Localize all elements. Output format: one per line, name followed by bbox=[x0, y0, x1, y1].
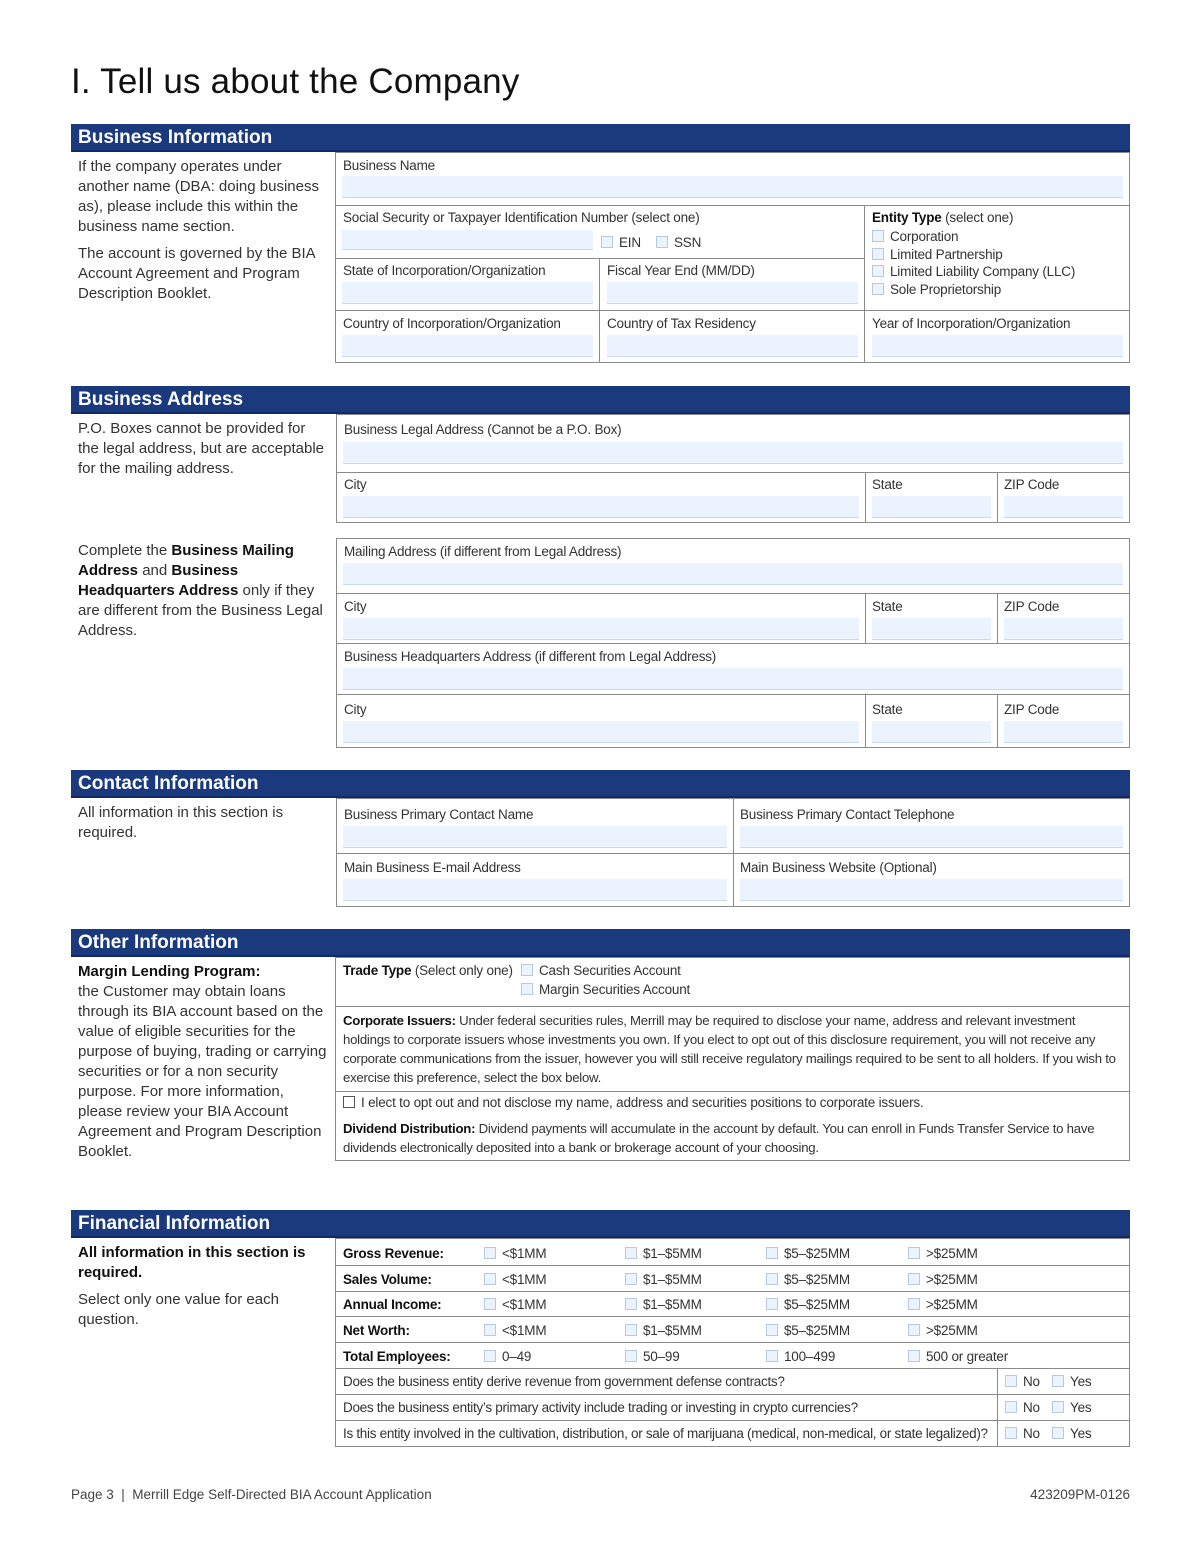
ssn-tin-label: Social Security or Taxpayer Identification Number (select one) bbox=[343, 210, 700, 225]
website-field[interactable] bbox=[740, 879, 1123, 901]
divider bbox=[997, 472, 998, 523]
business-information-note-1: If the company operates under another name (DBA: doing business as), please include this within the business name section. bbox=[78, 158, 319, 235]
checkbox[interactable] bbox=[625, 1324, 637, 1336]
sales-volume-option[interactable] bbox=[766, 1272, 850, 1287]
legal-state-label: State bbox=[872, 477, 903, 492]
divider bbox=[336, 258, 864, 259]
legal-address-label: Business Legal Address (Cannot be a P.O. Box) bbox=[344, 422, 622, 437]
gross-revenue-option[interactable] bbox=[766, 1246, 850, 1261]
net-worth-option[interactable] bbox=[908, 1323, 978, 1338]
contact-phone-label: Business Primary Contact Telephone bbox=[740, 807, 955, 822]
footer-form-code: 423209PM-0126 bbox=[1030, 1487, 1130, 1502]
marijuana-no-option[interactable] bbox=[1005, 1426, 1040, 1441]
hq-zip-label: ZIP Code bbox=[1004, 702, 1060, 717]
no-label: No bbox=[1023, 1374, 1040, 1389]
legal-zip-field[interactable] bbox=[1004, 496, 1123, 518]
entity-type-label: Entity Type (select one) bbox=[872, 210, 1014, 225]
country-incorporation-label: Country of Incorporation/Organization bbox=[343, 316, 561, 331]
divider bbox=[864, 205, 865, 363]
hq-city-label: City bbox=[344, 702, 367, 717]
option-label: <$1MM bbox=[502, 1297, 547, 1312]
business-address-header: Business Address bbox=[71, 386, 1130, 414]
year-incorporation-label: Year of Incorporation/Organization bbox=[872, 316, 1071, 331]
mailing-state-label: State bbox=[872, 599, 903, 614]
contact-information-header: Contact Information bbox=[71, 770, 1130, 798]
corporation-label: Corporation bbox=[890, 229, 959, 244]
crypto-question: Does the business entity’s primary activity include trading or investing in crypto currencies? bbox=[343, 1400, 858, 1415]
net-worth-option[interactable] bbox=[766, 1323, 850, 1338]
divider bbox=[865, 472, 866, 523]
mailing-address-note: Complete the Business Mailing Address and Business Headquarters Address only if they are different from the Business Legal Address. bbox=[78, 542, 323, 639]
divider bbox=[336, 1006, 1129, 1007]
contact-phone-field[interactable] bbox=[740, 826, 1123, 848]
annual-income-label: Annual Income: bbox=[343, 1297, 442, 1312]
opt-out-checkbox[interactable] bbox=[343, 1096, 355, 1108]
sole-proprietorship-label: Sole Proprietorship bbox=[890, 282, 1002, 297]
legal-address-form bbox=[336, 414, 1130, 523]
legal-city-label: City bbox=[344, 477, 367, 492]
mailing-address-label: Mailing Address (if different from Legal Address) bbox=[344, 544, 622, 559]
divider bbox=[336, 1368, 1129, 1369]
divider bbox=[336, 205, 1129, 206]
yes-label: Yes bbox=[1070, 1374, 1092, 1389]
divider bbox=[336, 1265, 1129, 1266]
mailing-zip-label: ZIP Code bbox=[1004, 599, 1060, 614]
divider bbox=[865, 593, 866, 643]
margin-securities-label: Margin Securities Account bbox=[539, 982, 691, 997]
hq-zip-field[interactable] bbox=[1004, 721, 1123, 743]
option-label: 100–499 bbox=[784, 1349, 836, 1364]
marijuana-question: Is this entity involved in the cultivation, distribution, or sale of marijuana (medical, non-medical, or state legalized)? bbox=[343, 1426, 988, 1441]
margin-lending-text: the Customer may obtain loans through its BIA account based on the value of eligible securities for the purpose of buying, trading or carrying securities or for a non security purpose. For more information, please review your BIA Account Agreement and Program Description Booklet. bbox=[78, 983, 327, 1160]
option-label: <$1MM bbox=[502, 1272, 547, 1287]
checkbox[interactable] bbox=[908, 1298, 920, 1310]
total-employees-label: Total Employees: bbox=[343, 1349, 451, 1364]
sales-volume-label: Sales Volume: bbox=[343, 1272, 432, 1287]
total-employees-option[interactable] bbox=[766, 1349, 835, 1364]
ein-checkbox[interactable] bbox=[601, 236, 613, 248]
email-field[interactable] bbox=[343, 879, 727, 901]
yes-label: Yes bbox=[1070, 1426, 1092, 1441]
divider bbox=[337, 853, 1129, 854]
no-label: No bbox=[1023, 1426, 1040, 1441]
net-worth-option[interactable] bbox=[484, 1323, 546, 1338]
other-information-form bbox=[335, 957, 1130, 1161]
business-information-note-2: The account is governed by the BIA Account Agreement and Program Description Booklet. bbox=[78, 245, 315, 302]
legal-zip-label: ZIP Code bbox=[1004, 477, 1060, 492]
divider bbox=[336, 1420, 1129, 1421]
margin-lending-title: Margin Lending Program: bbox=[78, 963, 261, 980]
opt-out-label: I elect to opt out and not disclose my name, address and securities positions to corporate issuers. bbox=[361, 1095, 924, 1110]
ssn-tin-field[interactable] bbox=[342, 230, 593, 250]
checkbox[interactable] bbox=[625, 1247, 637, 1259]
checkbox[interactable] bbox=[908, 1350, 920, 1362]
country-tax-label: Country of Tax Residency bbox=[607, 316, 756, 331]
option-label: 50–99 bbox=[643, 1349, 680, 1364]
checkbox[interactable] bbox=[908, 1273, 920, 1285]
hq-state-label: State bbox=[872, 702, 903, 717]
margin-securities-checkbox[interactable] bbox=[521, 983, 533, 995]
annual-income-option[interactable] bbox=[766, 1297, 850, 1312]
option-label: >$25MM bbox=[926, 1297, 978, 1312]
gross-revenue-option[interactable] bbox=[908, 1246, 978, 1261]
legal-address-field[interactable] bbox=[343, 442, 1123, 464]
yes-label: Yes bbox=[1070, 1400, 1092, 1415]
limited-partnership-checkbox[interactable] bbox=[872, 248, 884, 260]
option-label: >$25MM bbox=[926, 1272, 978, 1287]
corporate-issuers-text: Corporate Issuers: Under federal securities rules, Merrill may be required to disclose your name, address and relevant investment holdings to corporate issuers whose investments you own. If you elect to opt out of this disclosure requirement, you will not receive any corporate communications from the issuer, however you will still receive regulatory mailings required to be sent to all holders. If you wish to exercise this preference, select the box below. bbox=[343, 1013, 1116, 1085]
trade-type-label: Trade Type (Select only one) bbox=[343, 963, 513, 978]
gross-revenue-label: Gross Revenue: bbox=[343, 1246, 444, 1261]
financial-information-header: Financial Information bbox=[71, 1210, 1130, 1238]
divider bbox=[997, 694, 998, 748]
contact-information-note: All information in this section is required. bbox=[78, 804, 284, 841]
checkbox[interactable] bbox=[908, 1247, 920, 1259]
footer-page-info: Page 3 | Merrill Edge Self-Directed BIA Account Application bbox=[71, 1487, 432, 1502]
checkbox[interactable] bbox=[625, 1273, 637, 1285]
state-incorporation-label: State of Incorporation/Organization bbox=[343, 263, 546, 278]
hq-address-label: Business Headquarters Address (if different from Legal Address) bbox=[344, 649, 717, 664]
contact-name-field[interactable] bbox=[343, 826, 727, 848]
state-incorporation-field[interactable] bbox=[342, 282, 593, 304]
annual-income-option[interactable] bbox=[908, 1297, 978, 1312]
business-address-note: P.O. Boxes cannot be provided for the legal address, but are acceptable for the mailing address. bbox=[78, 420, 324, 477]
corporation-checkbox[interactable] bbox=[872, 230, 884, 242]
legal-state-field[interactable] bbox=[872, 496, 991, 518]
checkbox[interactable] bbox=[1005, 1375, 1017, 1387]
year-incorporation-field[interactable] bbox=[872, 335, 1123, 357]
financial-required-note: All information in this section is required. bbox=[78, 1244, 306, 1281]
sales-volume-option[interactable] bbox=[484, 1272, 546, 1287]
divider bbox=[997, 593, 998, 643]
mailing-city-field[interactable] bbox=[343, 618, 859, 640]
business-information-form bbox=[335, 152, 1130, 363]
country-incorporation-field[interactable] bbox=[342, 335, 593, 357]
gross-revenue-option[interactable] bbox=[625, 1246, 702, 1261]
option-label: >$25MM bbox=[926, 1323, 978, 1338]
entity-llc-option[interactable] bbox=[872, 264, 1075, 279]
other-information-header: Other Information bbox=[71, 929, 1130, 957]
fiscal-year-field[interactable] bbox=[607, 282, 858, 304]
marijuana-yes-option[interactable] bbox=[1052, 1426, 1091, 1441]
checkbox[interactable] bbox=[766, 1247, 778, 1259]
divider bbox=[337, 643, 1129, 644]
margin-lending-note bbox=[78, 962, 330, 1162]
sales-volume-option[interactable] bbox=[908, 1272, 978, 1287]
business-name-label: Business Name bbox=[343, 158, 435, 173]
checkbox[interactable] bbox=[625, 1350, 637, 1362]
option-label: 0–49 bbox=[502, 1349, 532, 1364]
hq-city-field[interactable] bbox=[343, 721, 859, 743]
hq-state-field[interactable] bbox=[872, 721, 991, 743]
option-label: $1–$5MM bbox=[643, 1246, 702, 1261]
cash-securities-checkbox[interactable] bbox=[521, 964, 533, 976]
divider bbox=[997, 1368, 998, 1446]
financial-select-note: Select only one value for each question. bbox=[78, 1291, 279, 1328]
country-tax-field[interactable] bbox=[607, 335, 858, 357]
checkbox[interactable] bbox=[484, 1273, 496, 1285]
option-label: >$25MM bbox=[926, 1246, 978, 1261]
cash-securities-label: Cash Securities Account bbox=[539, 963, 681, 978]
option-label: 500 or greater bbox=[926, 1349, 1009, 1364]
divider bbox=[336, 1394, 1129, 1395]
option-label: $1–$5MM bbox=[643, 1297, 702, 1312]
dividend-distribution-text: Dividend Distribution: Dividend payments will accumulate in the account by default. You can enroll in Funds Transfer Service to have dividends electronically deposited into a bank or brokerage account of your choosing. bbox=[343, 1121, 1095, 1155]
checkbox[interactable] bbox=[1052, 1427, 1064, 1439]
contact-information-form bbox=[336, 798, 1130, 907]
ssn-checkbox[interactable] bbox=[656, 236, 668, 248]
checkbox[interactable] bbox=[766, 1350, 778, 1362]
checkbox[interactable] bbox=[484, 1350, 496, 1362]
mailing-city-label: City bbox=[344, 599, 367, 614]
sole-proprietorship-checkbox[interactable] bbox=[872, 283, 884, 295]
net-worth-option[interactable] bbox=[625, 1323, 702, 1338]
llc-label: Limited Liability Company (LLC) bbox=[890, 264, 1076, 279]
crypto-yes-option[interactable] bbox=[1052, 1400, 1091, 1415]
contact-name-label: Business Primary Contact Name bbox=[344, 807, 534, 822]
checkbox[interactable] bbox=[484, 1324, 496, 1336]
divider bbox=[337, 593, 1129, 594]
limited-partnership-label: Limited Partnership bbox=[890, 247, 1003, 262]
checkbox[interactable] bbox=[625, 1298, 637, 1310]
cash-securities-option[interactable] bbox=[521, 963, 681, 978]
option-label: $1–$5MM bbox=[643, 1323, 702, 1338]
financial-information-form bbox=[335, 1238, 1130, 1447]
margin-securities-option[interactable] bbox=[521, 982, 690, 997]
website-label: Main Business Website (Optional) bbox=[740, 860, 937, 875]
option-label: <$1MM bbox=[502, 1246, 547, 1261]
option-label: $5–$25MM bbox=[784, 1297, 850, 1312]
opt-out-option[interactable] bbox=[343, 1095, 924, 1110]
divider bbox=[337, 472, 1129, 473]
option-label: <$1MM bbox=[502, 1323, 547, 1338]
business-information-note bbox=[78, 157, 330, 311]
ssn-label: SSN bbox=[674, 235, 702, 250]
entity-corporation-option[interactable] bbox=[872, 229, 958, 244]
checkbox[interactable] bbox=[1052, 1401, 1064, 1413]
checkbox[interactable] bbox=[484, 1247, 496, 1259]
divider bbox=[865, 694, 866, 748]
no-label: No bbox=[1023, 1400, 1040, 1415]
checkbox[interactable] bbox=[484, 1298, 496, 1310]
page-title: I. Tell us about the Company bbox=[71, 62, 520, 101]
legal-city-field[interactable] bbox=[343, 496, 859, 518]
checkbox[interactable] bbox=[766, 1298, 778, 1310]
ein-label: EIN bbox=[619, 235, 641, 250]
mailing-address-field[interactable] bbox=[343, 563, 1123, 585]
total-employees-option[interactable] bbox=[908, 1349, 1008, 1364]
divider bbox=[336, 1342, 1129, 1343]
mailing-hq-address-form bbox=[336, 538, 1130, 748]
fiscal-year-label: Fiscal Year End (MM/DD) bbox=[607, 263, 755, 278]
email-label: Main Business E-mail Address bbox=[344, 860, 521, 875]
entity-limited-partnership-option[interactable] bbox=[872, 247, 1003, 262]
llc-checkbox[interactable] bbox=[872, 265, 884, 277]
defense-yes-option[interactable] bbox=[1052, 1374, 1091, 1389]
gross-revenue-option[interactable] bbox=[484, 1246, 546, 1261]
financial-information-note bbox=[78, 1243, 330, 1337]
checkbox[interactable] bbox=[1005, 1401, 1017, 1413]
annual-income-option[interactable] bbox=[484, 1297, 546, 1312]
total-employees-option[interactable] bbox=[484, 1349, 531, 1364]
ssn-option[interactable] bbox=[656, 235, 701, 250]
mailing-zip-field[interactable] bbox=[1004, 618, 1123, 640]
mailing-state-field[interactable] bbox=[872, 618, 991, 640]
divider bbox=[336, 310, 1129, 311]
checkbox[interactable] bbox=[1005, 1427, 1017, 1439]
checkbox[interactable] bbox=[766, 1273, 778, 1285]
ein-option[interactable] bbox=[601, 235, 641, 250]
sales-volume-option[interactable] bbox=[625, 1272, 702, 1287]
crypto-no-option[interactable] bbox=[1005, 1400, 1040, 1415]
checkbox[interactable] bbox=[766, 1324, 778, 1336]
divider bbox=[336, 1291, 1129, 1292]
checkbox[interactable] bbox=[1052, 1375, 1064, 1387]
option-label: $1–$5MM bbox=[643, 1272, 702, 1287]
option-label: $5–$25MM bbox=[784, 1323, 850, 1338]
entity-sole-proprietorship-option[interactable] bbox=[872, 282, 1001, 297]
defense-contracts-question: Does the business entity derive revenue from government defense contracts? bbox=[343, 1374, 785, 1389]
annual-income-option[interactable] bbox=[625, 1297, 702, 1312]
total-employees-option[interactable] bbox=[625, 1349, 680, 1364]
business-name-field[interactable] bbox=[342, 176, 1123, 198]
business-information-header: Business Information bbox=[71, 124, 1130, 152]
option-label: $5–$25MM bbox=[784, 1272, 850, 1287]
hq-address-field[interactable] bbox=[343, 668, 1123, 690]
divider bbox=[337, 694, 1129, 695]
defense-no-option[interactable] bbox=[1005, 1374, 1040, 1389]
net-worth-label: Net Worth: bbox=[343, 1323, 410, 1338]
option-label: $5–$25MM bbox=[784, 1246, 850, 1261]
divider bbox=[336, 1316, 1129, 1317]
checkbox[interactable] bbox=[908, 1324, 920, 1336]
divider bbox=[336, 1091, 1129, 1092]
